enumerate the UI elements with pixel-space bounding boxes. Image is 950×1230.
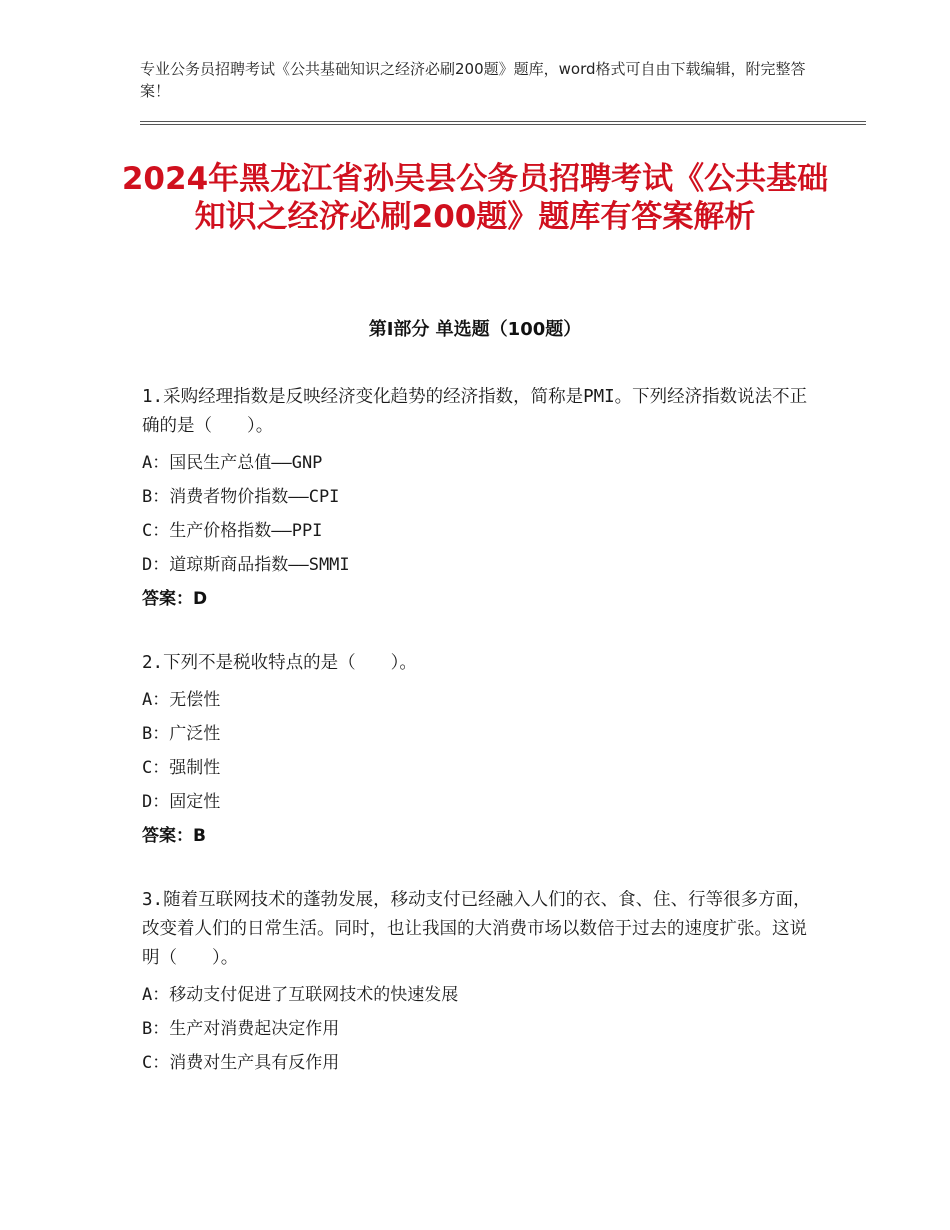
question-stem: 1.采购经理指数是反映经济变化趋势的经济指数，简称是PMI。下列经济指数说法不正确的是（ ）。 <box>142 387 808 436</box>
option-a: A：国民生产总值——GNP <box>142 453 323 473</box>
question-1 <box>142 383 822 616</box>
option-c: C：生产价格指数——PPI <box>142 521 323 541</box>
option-a: A：移动支付促进了互联网技术的快速发展 <box>142 985 459 1005</box>
option-d: D：固定性 <box>142 792 221 812</box>
question-3 <box>142 886 822 1080</box>
question-stem: 3.随着互联网技术的蓬勃发展，移动支付已经融入人们的衣、食、住、行等很多方面，改变着人们的日常生活。同时，也让我国的大消费市场以数倍于过去的速度扩张。这说明（ ）。 <box>142 890 811 968</box>
header-divider <box>140 121 866 125</box>
option-d: D：道琼斯商品指数——SMMI <box>142 555 350 575</box>
option-b: B：生产对消费起决定作用 <box>142 1019 340 1039</box>
question-list <box>142 383 822 1113</box>
section-title: 第Ⅰ部分 单选题（100题） <box>368 319 582 340</box>
document-title: 2024年黑龙江省孙吴县公务员招聘考试《公共基础知识之经济必刷200题》题库有答案解析 <box>121 161 829 235</box>
option-c: C：消费对生产具有反作用 <box>142 1053 340 1073</box>
option-a: A：无偿性 <box>142 690 221 710</box>
option-b: B：广泛性 <box>142 724 221 744</box>
option-c: C：强制性 <box>142 758 221 778</box>
question-stem: 2.下列不是税收特点的是（ ）。 <box>142 653 417 673</box>
answer: 答案：D <box>142 589 208 609</box>
header-note: 专业公务员招聘考试《公共基础知识之经济必刷200题》题库，word格式可自由下载编辑，附完整答案！ <box>140 60 806 100</box>
option-b: B：消费者物价指数——CPI <box>142 487 340 507</box>
question-2 <box>142 649 822 853</box>
answer: 答案：B <box>142 826 206 846</box>
